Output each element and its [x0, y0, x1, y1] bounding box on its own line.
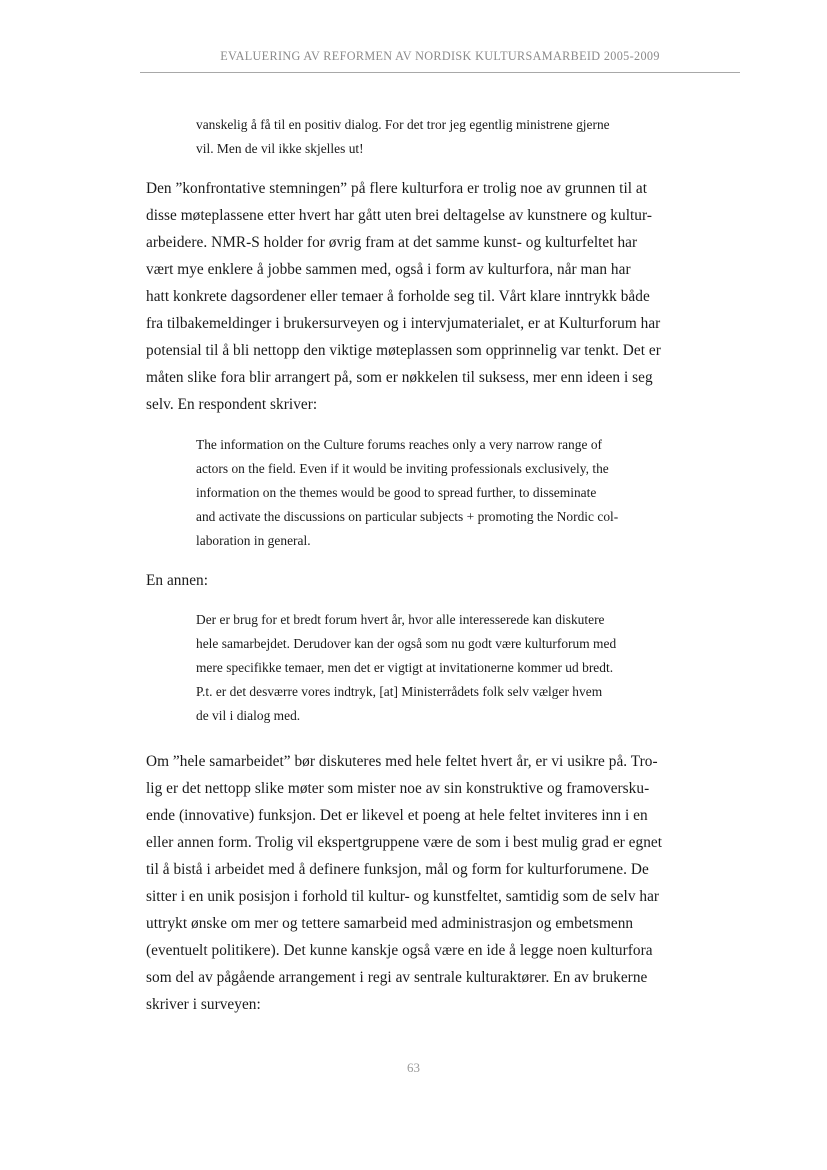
body-line: Den ”konfrontative stemningen” på flere kulturfora er trolig noe av grunnen til at	[146, 180, 648, 197]
running-header: EVALUERING AV REFORMEN AV NORDISK KULTURSAMARBEID 2005-2009	[220, 49, 660, 63]
body-line: En annen:	[146, 572, 209, 589]
body-line: vært mye enklere å jobbe sammen med, også i form av kulturfora, når man har	[146, 261, 631, 278]
body-line: sitter i en unik posisjon i forhold til kultur- og kunstfeltet, samtidig som de selv har	[146, 888, 660, 905]
body-line: måten slike fora blir arrangert på, som er nøkkelen til suksess, mer enn ideen i seg	[146, 369, 653, 386]
body-line: ende (innovative) funksjon. Det er likevel et poeng at hele feltet inviteres inn i en	[146, 807, 648, 824]
quote-line: hele samarbejdet. Derudover kan der også som nu godt være kulturforum med	[196, 636, 617, 651]
body-line: selv. En respondent skriver:	[146, 396, 318, 413]
body-line: (eventuelt politikere). Det kunne kanskje også være en ide å legge noen kulturfora	[146, 942, 653, 959]
quote-line: The information on the Culture forums reaches only a very narrow range of	[196, 437, 603, 452]
quote-line: vil. Men de vil ikke skjelles ut!	[196, 141, 364, 156]
header-rule	[140, 72, 740, 73]
quote-line: Der er brug for et bredt forum hvert år, hvor alle interesserede kan diskutere	[196, 612, 605, 627]
quote-line: information on the themes would be good to spread further, to disseminate	[196, 485, 597, 500]
page-number: 63	[407, 1060, 420, 1075]
quote-line: laboration in general.	[196, 533, 311, 548]
quote-line: vanskelig å få til en positiv dialog. For det tror jeg egentlig ministrene gjerne	[196, 117, 610, 132]
body-line: lig er det nettopp slike møter som mister noe av sin konstruktive og framoversku-	[146, 780, 650, 797]
quote-line: P.t. er det desværre vores indtryk, [at] Ministerrådets folk selv vælger hvem	[196, 684, 603, 699]
body-line: potensial til å bli nettopp den viktige møteplassen som opprinnelig var tenkt. Det er	[146, 342, 661, 359]
quote-line: de vil i dialog med.	[196, 708, 301, 723]
body-line: disse møteplassene etter hvert har gått uten brei deltagelse av kunstnere og kultur-	[146, 207, 652, 224]
body-line: skriver i surveyen:	[146, 996, 261, 1013]
quote-line: and activate the discussions on particular subjects + promoting the Nordic col-	[196, 509, 619, 524]
body-line: fra tilbakemeldinger i brukersurveyen og i intervjumaterialet, er at Kulturforum har	[146, 315, 661, 332]
body-line: uttrykt ønske om mer og tettere samarbeid med administrasjon og embetsmenn	[146, 915, 634, 932]
body-line: eller annen form. Trolig vil ekspertgruppene være de som i best mulig grad er egnet	[146, 834, 663, 851]
quote-line: actors on the field. Even if it would be inviting professionals exclusively, the	[196, 461, 609, 476]
body-line: Om ”hele samarbeidet” bør diskuteres med hele feltet hvert år, er vi usikre på. Tro-	[146, 753, 658, 770]
quote-line: mere specifikke temaer, men det er vigtigt at invitationerne kommer ud bredt.	[196, 660, 614, 675]
body-line: til å bistå i arbeidet med å definere funksjon, mål og form for kulturforumene. De	[146, 861, 649, 878]
body-line: som del av pågående arrangement i regi av sentrale kulturaktører. En av brukerne	[146, 969, 648, 986]
body-line: hatt konkrete dagsordener eller temaer å forholde seg til. Vårt klare inntrykk både	[146, 288, 650, 305]
body-line: arbeidere. NMR-S holder for øvrig fram at det samme kunst- og kulturfeltet har	[146, 234, 638, 251]
